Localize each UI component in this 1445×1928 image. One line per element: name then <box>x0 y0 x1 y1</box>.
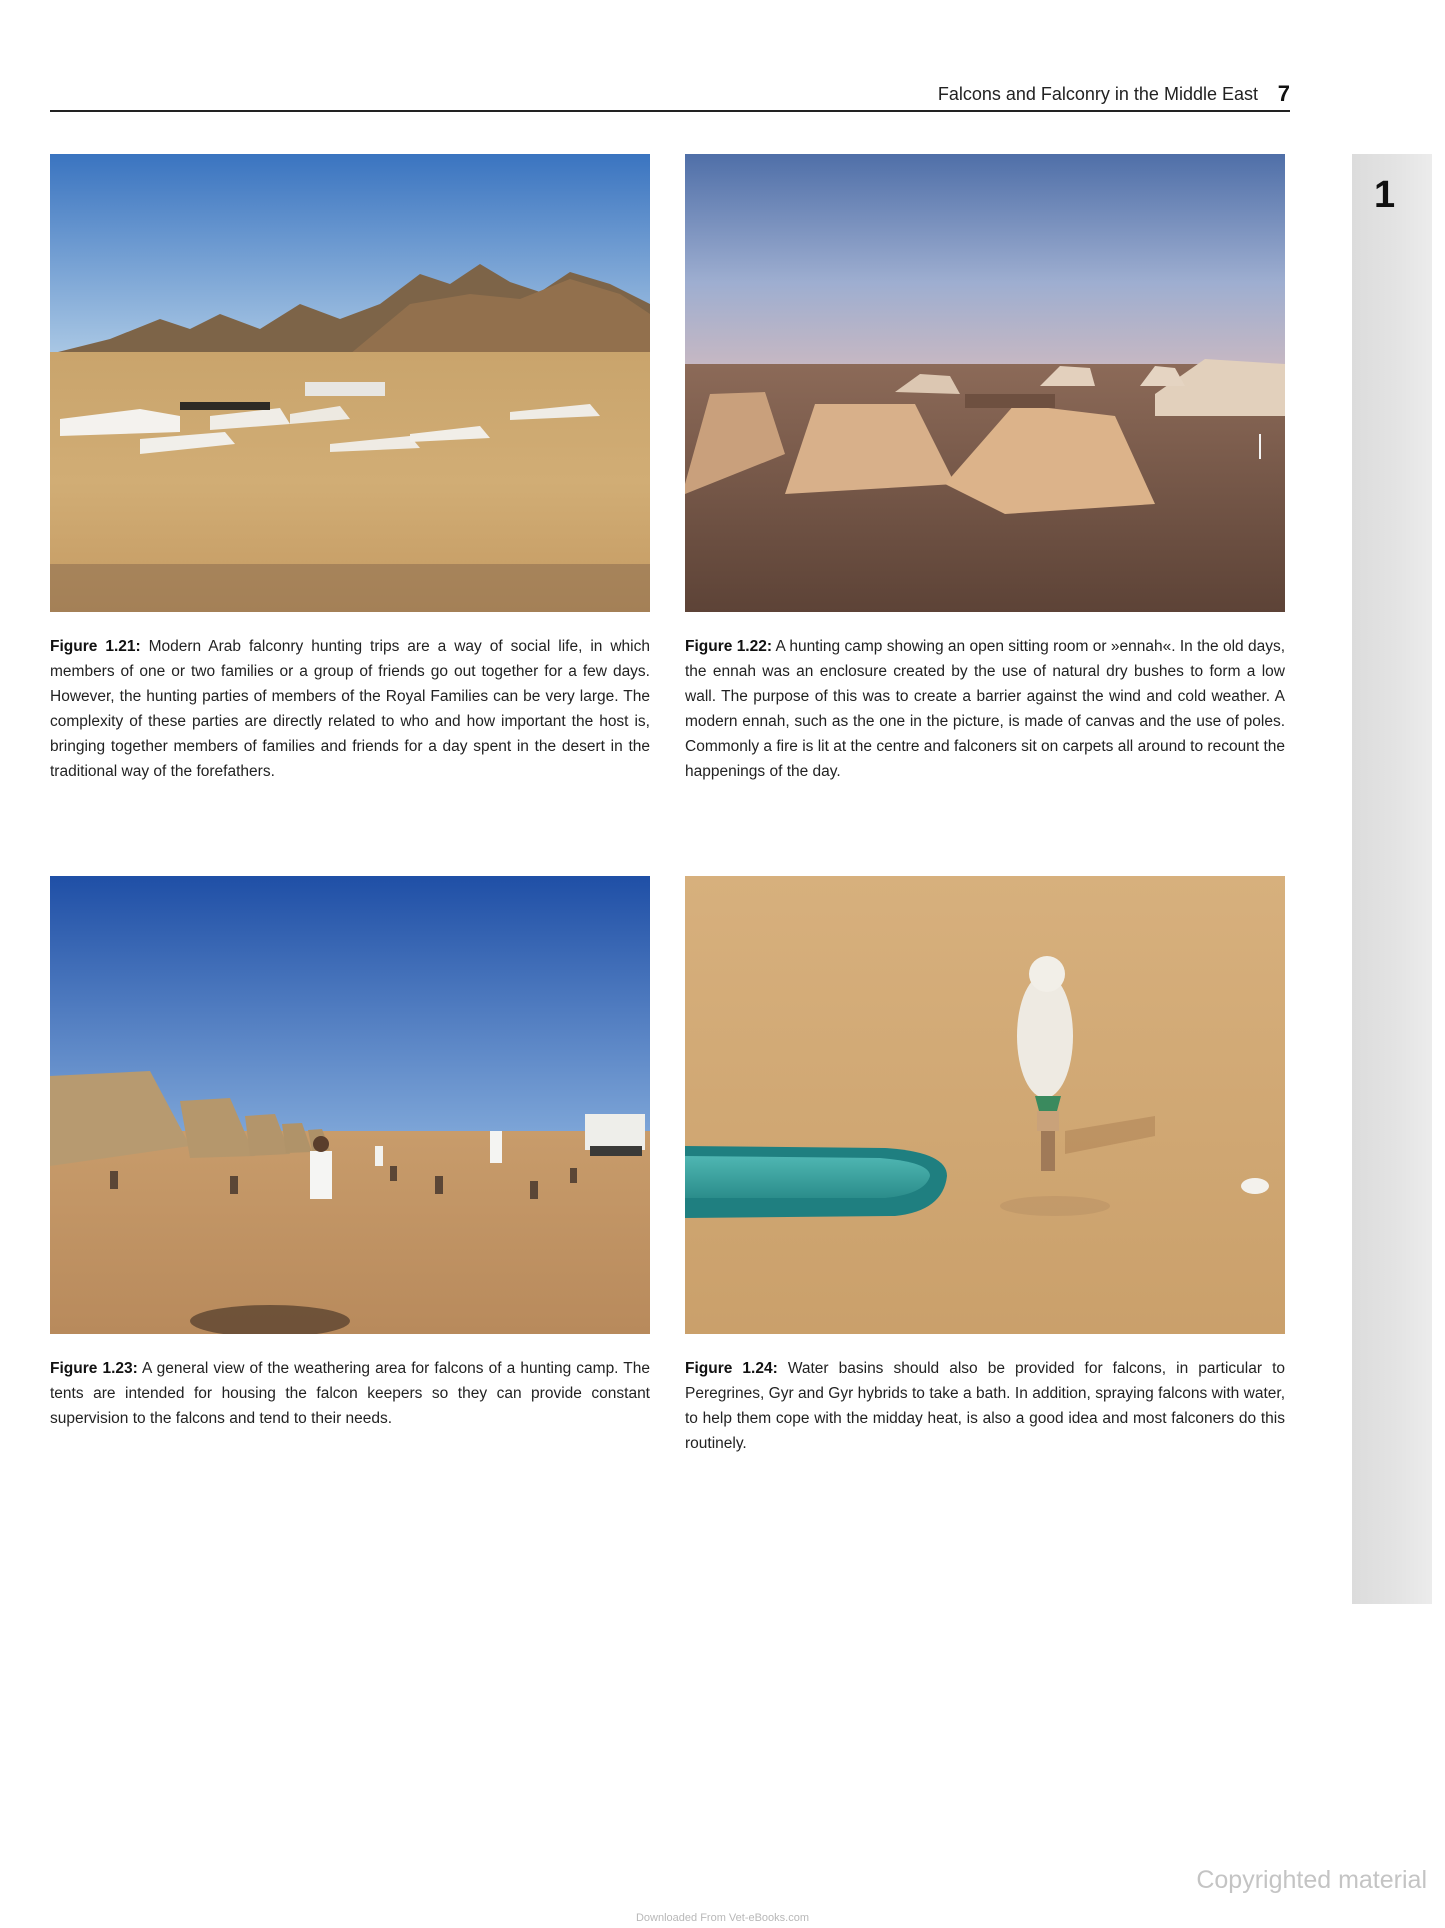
hunting-camp-photo <box>685 154 1285 612</box>
figure-1-21 <box>50 154 650 784</box>
chapter-number: 1 <box>1374 174 1396 216</box>
caption-text: A general view of the weathering area for falcons of a hunting camp. The tents are intended for housing the falcon keepers so they can provide constant supervision to the falcons and tend to their needs. <box>50 1360 651 1427</box>
figure-caption <box>50 634 650 784</box>
caption-text: A hunting camp showing an open sitting room or »ennah«. In the old days, the ennah was an enclosure created by the use of natural dry bushes to form a low wall. The purpose of this was to create a barrier against the wind and cold weather. A modern ennah, such as the one in the picture, is made of canvas and the use of poles. Commonly a fire is lit at the centre and falconers sit on carpets all around to recount the happenings of the day. <box>685 638 1286 780</box>
weathering-area-photo <box>50 876 650 1334</box>
chapter-tab <box>1352 154 1432 1604</box>
figure-caption <box>685 1356 1285 1456</box>
figure-label: Figure 1.22: <box>685 638 773 655</box>
caption-text: Modern Arab falconry hunting trips are a way of social life, in which members of one or two families or a group of friends go out together for a few days. However, the hunting parties of members of the Royal Families can be very large. The complexity of these parties are directly related to who and how important the host is, bringing together members of families and friends for a day spent in the desert in the traditional way of the forefathers. <box>50 638 650 780</box>
figure-caption <box>50 1356 650 1431</box>
figure-1-22 <box>685 154 1285 784</box>
figure-caption <box>685 634 1285 784</box>
caption-text: Water basins should also be provided for falcons, in particular to Peregrines, Gyr and Gyr hybrids to take a bath. In addition, spraying falcons with water, to help them cope with the midday heat, is also a good idea and most falconers do this routinely. <box>685 1360 1285 1452</box>
figure-label: Figure 1.23: <box>50 1360 138 1377</box>
copyright-watermark: Copyrighted material <box>1196 1866 1427 1894</box>
download-source-note: Downloaded From Vet-eBooks.com <box>635 1912 810 1924</box>
figure-label: Figure 1.21: <box>50 638 141 655</box>
falcon-water-basin-photo <box>685 876 1285 1334</box>
running-title: Falcons and Falconry in the Middle East <box>937 84 1258 104</box>
desert-camp-photo <box>50 154 650 612</box>
running-header <box>50 76 1290 112</box>
page-number: 7 <box>1277 81 1290 106</box>
figure-1-24 <box>685 876 1285 1456</box>
figure-label: Figure 1.24: <box>685 1360 778 1377</box>
figure-1-23 <box>50 876 650 1431</box>
